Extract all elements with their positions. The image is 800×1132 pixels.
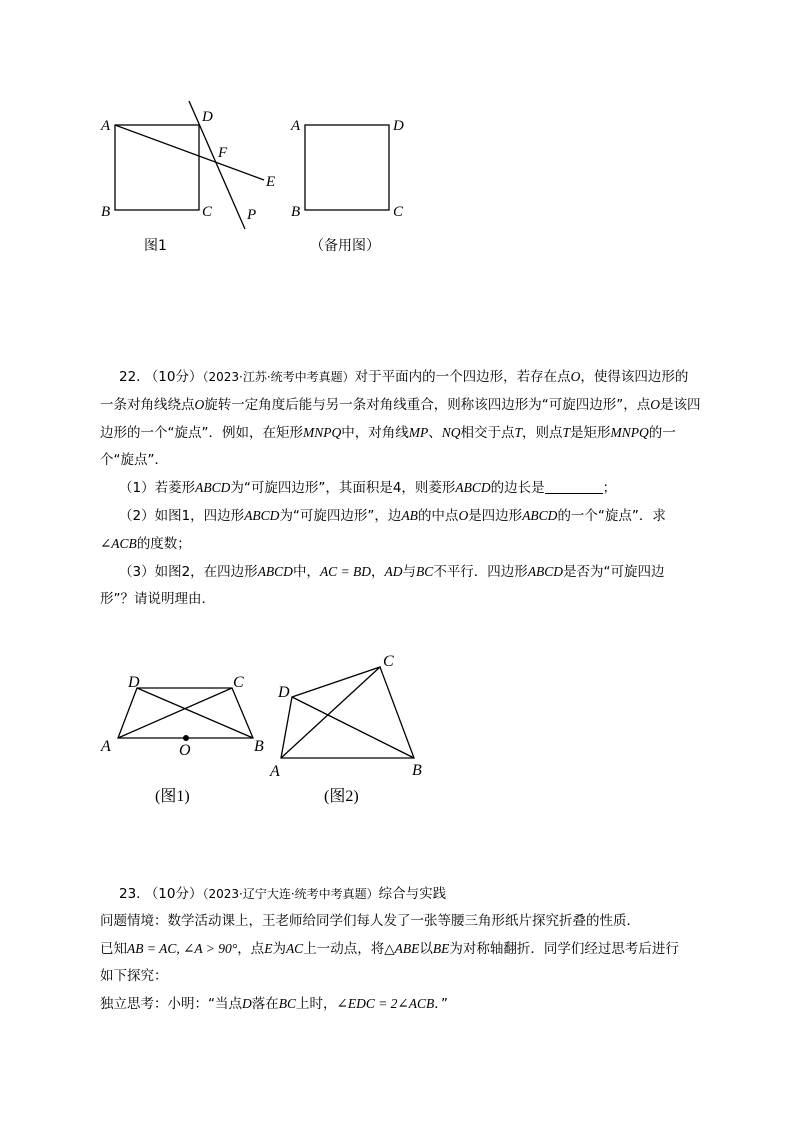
label-F: F [218,145,228,161]
math: BE [432,941,450,956]
label-B: B [291,204,301,220]
q23-text: 独立思考：小明：“当点 [100,996,242,1012]
q23-text: 落在 [251,996,279,1012]
label-E: E [266,174,276,190]
q22-score: （10分） [144,369,203,385]
q23-text: 为对称轴翻折．同学们经过思考后进行 [449,941,679,957]
math: ABCD [257,564,293,579]
caption-fig2: (图2) [324,788,359,805]
q22-text: （3）如图2，在四边形 [119,564,258,580]
line-ae [115,125,264,180]
label-O: O [179,742,191,759]
q23-text: 问题情境：数学活动课上，王老师给同学们每人发了一张等腰三角形纸片探究折叠的性质． [100,913,640,929]
q22-text: ， [371,564,385,580]
label-D: D [393,118,404,134]
quadrilateral-abcd [281,667,414,758]
q22-line-1 [100,363,730,391]
label-C: C [393,204,404,220]
math: T [562,425,571,440]
square-abcd-backup [305,125,389,210]
q22-source: （2023·江苏·统考中考真题） [202,370,355,384]
q23-number: 23. [119,886,141,902]
q22-line-3 [100,419,730,447]
q22-text: 的边长是 [490,480,545,496]
math: MP [408,425,429,440]
label-B: B [412,762,422,779]
q23-text: 上一动点，将 [303,941,385,957]
label-B: B [254,738,264,755]
math: AC = BD [319,564,372,579]
caption-fig1: (图1) [155,788,190,805]
q22-text: 、 [428,425,442,441]
q22-text: 边形的一个“旋点”．例如，在矩形 [100,425,303,441]
q22-number: 22. [119,369,141,385]
q22-text: 为“可旋四边形”，其面积是4，则菱形 [230,480,456,496]
q22-text: 对于平面内的一个四边形，若存在点 [354,369,571,385]
q22-text: （1）若菱形 [119,480,196,496]
label-A: A [101,738,111,755]
q22-text: 与 [402,564,417,580]
q23-title: 综合与实践 [378,886,447,902]
q22-text: 是四边形 [468,508,523,524]
caption-backup: （备用图） [310,238,380,254]
math: ∠ACB [100,536,137,551]
q23-line-1 [100,881,730,908]
q22-text: （2）如图1，四边形 [119,508,245,524]
label-B: B [101,204,111,220]
q22-text: 的中点 [417,508,459,524]
q22-part-2 [100,502,730,530]
math: O [650,397,660,412]
q22-part-2-cont [100,530,730,558]
diagonal-ac [281,667,380,758]
label-C: C [383,653,394,670]
math: BC [278,996,297,1011]
q23-score: （10分） [144,886,203,902]
q22-text: 的一个“旋点”．求 [557,508,666,524]
square-abcd [115,125,199,210]
q22-figure-1 [100,674,264,805]
point-o [183,735,189,741]
q23-text: 上时， [296,996,337,1012]
q22-figures [0,650,800,820]
label-A: A [291,118,301,134]
figure-backup [290,118,404,254]
q23-text: 已知 [100,941,127,957]
label-A: A [270,763,280,780]
q23-text: ，点 [237,941,265,957]
math: ABCD [455,480,491,495]
label-C: C [233,674,244,691]
label-D: D [202,109,213,125]
math: AC [285,941,304,956]
diagonal-ac [118,688,232,738]
q22-part-1 [100,474,730,502]
math: ABCD [195,480,231,495]
q23-text: 如下探究： [100,968,168,984]
math: ABCD [244,508,280,523]
top-figures [0,95,800,265]
label-C: C [202,204,213,220]
diagonal-bd [292,697,414,758]
caption-fig1: 图1 [144,238,167,254]
q22-text: ； [602,480,617,496]
q22-text: 一条对角线绕点 [100,397,195,413]
question-22 [100,363,730,613]
math: AD [384,564,403,579]
math: AB [401,508,418,523]
q22-text: 旋转一定角度后能与另一条对角线重合，则称该四边形为“可旋四边形”，点 [204,397,651,413]
math: AB = AC, ∠A > 90° [127,941,238,956]
math: O [570,369,581,384]
math: MNPQ [303,425,342,440]
q22-text: 的一 [648,425,676,441]
q22-text: 为“可旋四边形”，边 [279,508,402,524]
q23-source: （2023·辽宁大连·统考中考真题） [202,887,379,901]
q22-figure-2 [269,653,422,805]
q22-text: ，则点 [522,425,563,441]
answer-blank[interactable] [545,479,603,494]
math: O [194,397,205,412]
q22-text: 的度数； [136,536,191,552]
math: T [514,425,523,440]
label-D: D [128,674,140,691]
math: ABCD [522,508,558,523]
q23-line-5 [100,990,730,1018]
math: ABCD [527,564,564,579]
question-23 [100,881,730,1018]
q22-text: ，使得该四边形的 [580,369,689,385]
figure-1-top [100,101,275,254]
math: ∠EDC = 2∠ACB [336,996,435,1011]
q23-text: 以 [419,941,433,957]
math: O [458,508,469,523]
q23-text: 为 [272,941,286,957]
q22-text: 是该四 [660,397,701,413]
q23-line-4 [100,963,730,990]
math: △ABE [384,941,420,956]
label-A: A [101,118,111,134]
q23-line-2 [100,908,730,935]
q22-text: 中，对角线 [341,425,409,441]
label-P: P [247,207,257,223]
q22-line-2 [100,391,730,419]
label-D: D [278,684,290,701]
q22-part-3 [100,558,730,586]
q22-line-4 [100,447,730,474]
q22-text: 中， [292,564,320,580]
math: E [264,941,273,956]
q22-text: 是否为“可旋四边 [563,564,665,580]
q22-text: 相交于点 [460,425,515,441]
math: NQ [441,425,461,440]
q22-text: 个“旋点”． [100,452,168,468]
math: MNPQ [610,425,649,440]
math: BC [416,564,434,579]
q22-text: 不平行．四边形 [433,564,528,580]
trapezoid-abcd [118,688,253,738]
q23-line-3 [100,935,730,963]
math: D [242,996,252,1011]
q22-text: 形”？请说明理由． [100,591,215,607]
q22-part-3-cont [100,586,730,613]
q22-text: 是矩形 [570,425,611,441]
q23-text: ．” [434,996,448,1012]
